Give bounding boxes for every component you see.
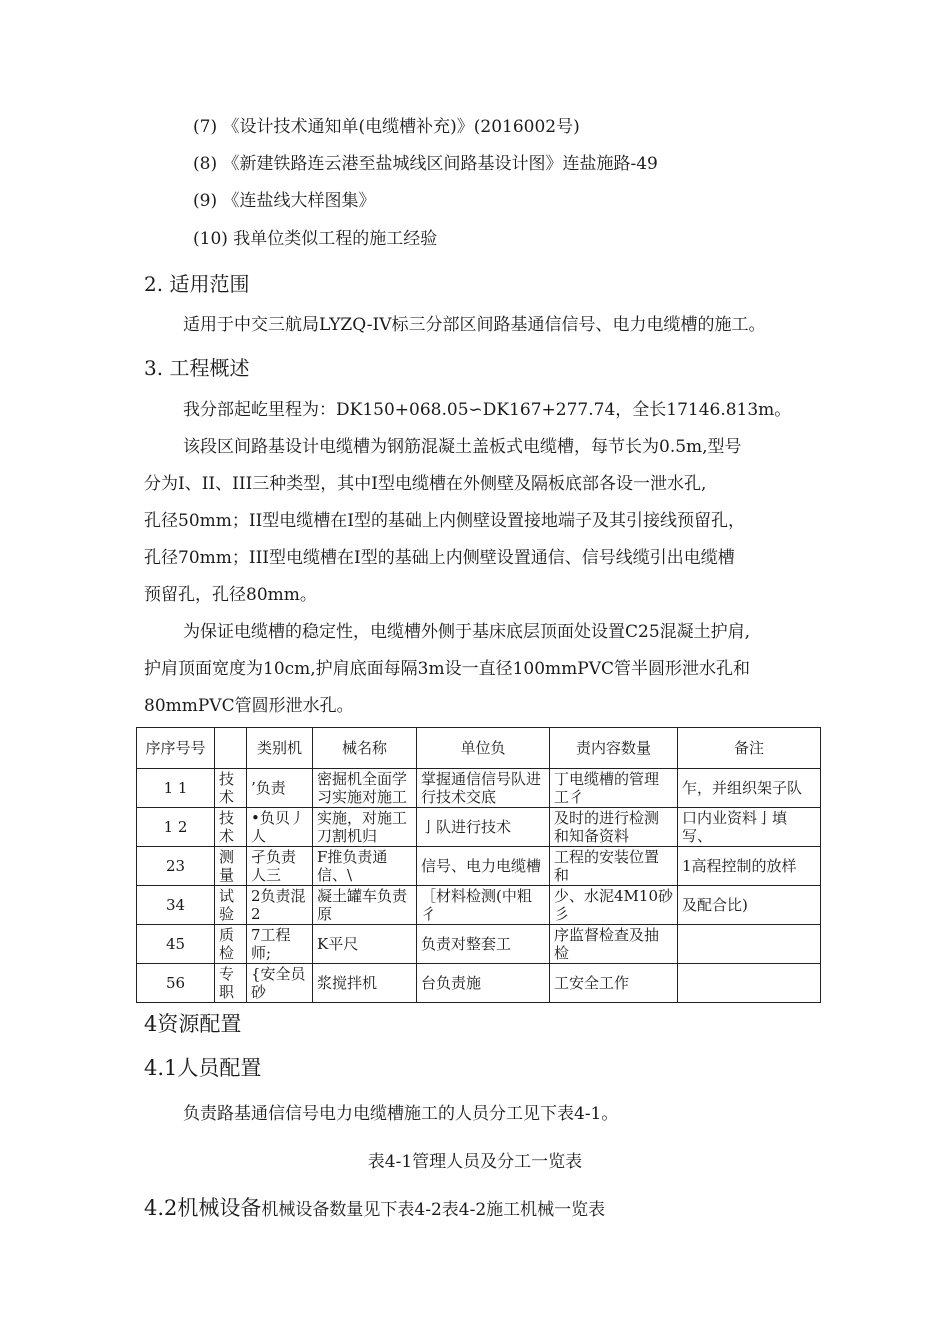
table-cell: 掌握通信信号队进行技术交底 bbox=[417, 769, 550, 808]
table-cell: 质检 bbox=[215, 925, 247, 964]
table-header-cell: 责内容数量 bbox=[550, 728, 678, 769]
table-cell: 口内业资料亅填写、 bbox=[678, 808, 821, 847]
table-cell: 及配合比) bbox=[678, 886, 821, 925]
table-cell: 45 bbox=[137, 925, 215, 964]
table-header-row bbox=[137, 728, 821, 769]
paragraph-line: 孔径70mm；III型电缆槽在I型的基础上内侧壁设置通信、信号线缆引出电缆槽 bbox=[144, 548, 735, 568]
section-heading: 4资源配置 bbox=[144, 1012, 242, 1036]
table-cell: 浆搅拌机 bbox=[313, 964, 417, 1003]
table-cell: 1高程控制的放样 bbox=[678, 847, 821, 886]
table-row bbox=[137, 847, 821, 886]
table-cell: {安全员砂 bbox=[247, 964, 313, 1003]
table-cell: 专职 bbox=[215, 964, 247, 1003]
paragraph: 我分部起屹里程为：DK150+068.05∽DK167+277.74，全长17146.813m。 bbox=[183, 400, 792, 420]
table-cell: •负贝丿人 bbox=[247, 808, 313, 847]
staff-table bbox=[136, 727, 821, 1003]
table-header-cell: 类别机 bbox=[247, 728, 313, 769]
table-cell: 1 2 bbox=[137, 808, 215, 847]
section-heading: 2. 适用范围 bbox=[144, 272, 250, 296]
table-cell: K平尺 bbox=[313, 925, 417, 964]
table-cell: 技术 bbox=[215, 769, 247, 808]
paragraph: 适用于中交三航局LYZQ-IV标三分部区间路基通信信号、电力电缆槽的施工。 bbox=[183, 315, 766, 335]
table-cell: F推负责通信、\ bbox=[313, 847, 417, 886]
table-cell: ’负责 bbox=[247, 769, 313, 808]
paragraph-line: 孔径50mm；II型电缆槽在I型的基础上内侧壁设置接地端子及其引接线预留孔， bbox=[144, 511, 746, 531]
paragraph: 负责路基通信信号电力电缆槽施工的人员分工见下表4-1。 bbox=[183, 1104, 619, 1124]
table-cell: 2负责混2 bbox=[247, 886, 313, 925]
table-cell: 23 bbox=[137, 847, 215, 886]
table-cell bbox=[678, 964, 821, 1003]
table-cell: 及时的进行检测和知备资料 bbox=[550, 808, 678, 847]
table-row bbox=[137, 886, 821, 925]
paragraph-line: 分为I、II、III三种类型，其中I型电缆槽在外侧壁及隔板底部各设一泄水孔, bbox=[144, 474, 707, 494]
table-header-cell bbox=[215, 728, 247, 769]
table-cell: 测量 bbox=[215, 847, 247, 886]
table-cell bbox=[678, 925, 821, 964]
table-cell: 1 1 bbox=[137, 769, 215, 808]
table-cell: 密掘机全面学习实施对施工 bbox=[313, 769, 417, 808]
table-cell: 试验 bbox=[215, 886, 247, 925]
table-cell: 7工程师; bbox=[247, 925, 313, 964]
table-cell: 34 bbox=[137, 886, 215, 925]
paragraph-line: 预留孔，孔径80mm。 bbox=[144, 585, 317, 605]
table-cell: 56 bbox=[137, 964, 215, 1003]
table-row bbox=[137, 925, 821, 964]
table-header-cell: 备注 bbox=[678, 728, 821, 769]
table-cell: 工安全工作 bbox=[550, 964, 678, 1003]
section-heading: 3. 工程概述 bbox=[144, 356, 250, 380]
reference-item: (7) 《设计技术通知单(电缆槽补充)》(2016002号) bbox=[193, 117, 580, 137]
table-header-cell: 单位负 bbox=[417, 728, 550, 769]
table-cell: ［材料检测(中粗彳 bbox=[417, 886, 550, 925]
paragraph-line: 80mmPVC管圆形泄水孔。 bbox=[144, 696, 354, 716]
reference-item: (9) 《连盐线大样图集》 bbox=[193, 191, 376, 211]
table-cell: 工程的安装位置和 bbox=[550, 847, 678, 886]
subsection-heading: 4.2机械设备 bbox=[144, 1196, 262, 1220]
paragraph-line: 为保证电缆槽的稳定性，电缆槽外侧于基床底层顶面处设置C25混凝土护肩, bbox=[183, 622, 751, 642]
table-cell: 负责对整套工 bbox=[417, 925, 550, 964]
table-row bbox=[137, 769, 821, 808]
table-cell: 序监督检查及抽检 bbox=[550, 925, 678, 964]
paragraph-line: 该段区间路基设计电缆槽为钢筋混凝土盖板式电缆槽，每节长为0.5m,型号 bbox=[183, 437, 742, 457]
table-row bbox=[137, 808, 821, 847]
subsection-heading: 4.1人员配置 bbox=[144, 1056, 262, 1080]
table-caption: 表4-1管理人员及分工一览表 bbox=[367, 1152, 583, 1172]
paragraph: 机械设备数量见下表4-2表4-2施工机械一览表 bbox=[261, 1200, 606, 1220]
table-header-cell: 序序号号 bbox=[137, 728, 215, 769]
table-cell: 丁电缆槽的管理工彳 bbox=[550, 769, 678, 808]
table-header-cell: 械名称 bbox=[313, 728, 417, 769]
reference-item: (10) 我单位类似工程的施工经验 bbox=[193, 229, 438, 249]
subsection-line bbox=[144, 1195, 605, 1223]
table-cell: 孑负责人三 bbox=[247, 847, 313, 886]
reference-item: (8) 《新建铁路连云港至盐城线区间路基设计图》连盐施路-49 bbox=[193, 154, 658, 174]
table-cell: 实施，对施工刀割机归 bbox=[313, 808, 417, 847]
table-cell: 信号、电力电缆槽 bbox=[417, 847, 550, 886]
table-row bbox=[137, 964, 821, 1003]
paragraph-line: 护肩顶面宽度为10cm,护肩底面每隔3m设一直径100mmPVC管半圆形泄水孔和 bbox=[144, 659, 751, 679]
table-cell: 台负责施 bbox=[417, 964, 550, 1003]
table-cell: 技术 bbox=[215, 808, 247, 847]
table-cell: 少、水泥4M10砂彡 bbox=[550, 886, 678, 925]
table-cell: 乍，并组织架子队 bbox=[678, 769, 821, 808]
table-cell: 凝土罐车负责原 bbox=[313, 886, 417, 925]
table-cell: 亅队进行技术 bbox=[417, 808, 550, 847]
